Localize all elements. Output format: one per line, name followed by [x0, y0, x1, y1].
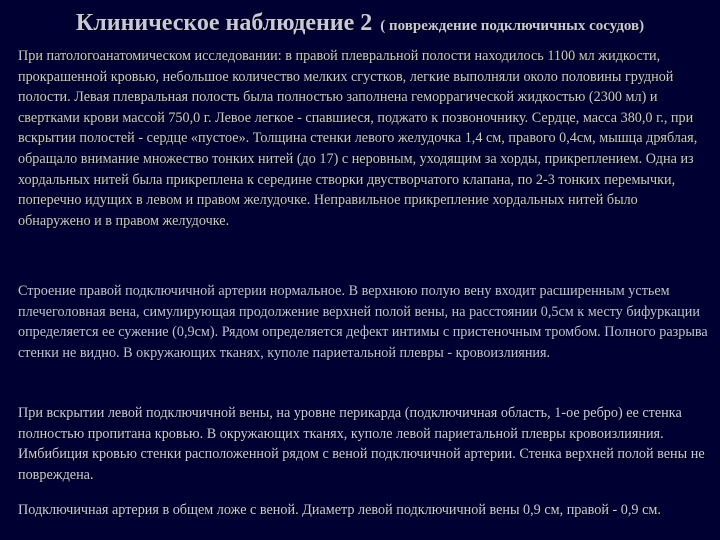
paragraph-left-subclavian-vein: При вскрытии левой подключичной вены, на уровне перикарда (подключичная область, 1-ое ребро) ее стенка полностью пропитана кровью. В окружающих тканях, куполе левой париетальной плевры кровоизлияния. Имбибиция кровью стенки расположенной рядом с веной подключичной артерии. Стенка верхней полой вены не повреждена. — [18, 405, 705, 483]
slide-title — [0, 10, 720, 37]
title-main: Клиническое наблюдение 2 — [75, 10, 373, 36]
paragraph-autopsy-findings: При патологоанатомическом исследовании: в правой плевральной полости находилось 1100 мл жидкости, прокрашенной кровью, небольшое количество мелких сгустков, легкие выполняли около половины грудной полости. Левая плевральная полость была полностью заполнена геморрагической жидкостью (2300 мл) и свертками крови массой 750,0 г. Левое легкое - спавшиеся, поджато к позвоночнику. Сердце, масса 380,0 г., при вскрытии полостей - сердце «пустое». Толщина стенки левого желудочка 1,4 см, правого 0,4см, мышца дряблая, обращало внимание множество тонких нитей (до 17) с неровным, уходящим за хорды, прикреплением. Одна из хордальных нитей была прикреплена к середине створки двустворчатого клапана, по 2-3 тонких перемычки, поперечно идущих в левом и правом желудочке. Неправильное прикрепление хордальных нитей было обнаружено и в правом желудочке. — [18, 48, 698, 229]
paragraph-subclavian-artery-diameter: Подключичная артерия в общем ложе с веной. Диаметр левой подключичной вены 0,9 см, правой - 0,9 см. — [18, 502, 661, 518]
title-subtitle: ( повреждение подключичных сосудов) — [380, 18, 645, 34]
paragraph-right-subclavian-artery: Строение правой подключичной артерии нормальное. В верхнюю полую вену входит расширенным устьем плечеголовная вена, симулирующая продолжение верхней полой вены, на расстоянии 0,5см к месту бифуркации определяется ее сужение (0,9см). Рядом определяется дефект интимы с пристеночным тромбом. Полного разрыва стенки не видно. В окружающих тканях, куполе париетальной плевры - кровоизлияния. — [18, 283, 708, 361]
